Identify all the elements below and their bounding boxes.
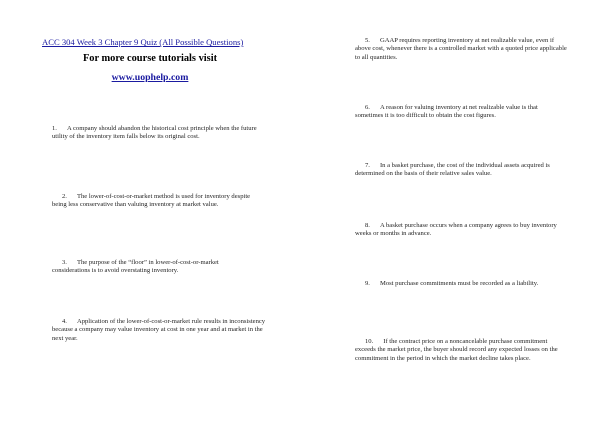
question-number: 5.	[365, 37, 370, 44]
question-3	[52, 259, 257, 276]
question-text: A basket purchase occurs when a company agrees to buy inventory weeks or months in advance.	[355, 222, 557, 238]
question-text: If the contract price on a noncancelable purchase commitment exceeds the market price, the buyer should record any expected losses on the commitment in the period in which the market decline takes place.	[355, 338, 558, 362]
question-number: 10.	[365, 338, 374, 345]
question-number: 6.	[365, 104, 370, 111]
question-7	[355, 162, 567, 179]
question-text: A company should abandon the historical cost principle when the future utility of the inventory item falls below its original cost.	[52, 125, 257, 141]
question-number: 9.	[365, 280, 370, 287]
question-number: 4.	[62, 318, 67, 325]
question-text: A reason for valuing inventory at net realizable value is that sometimes it is too difficult to obtain the cost figures.	[355, 104, 538, 120]
question-text: In a basket purchase, the cost of the individual assets acquired is determined on the basis of their relative sales value.	[355, 162, 550, 178]
document-title-link[interactable]: ACC 304 Week 3 Chapter 9 Quiz (All Possible Questions)	[42, 37, 244, 47]
question-text: The lower-of-cost-or-market method is used for inventory despite being less conservative than valuing inventory at market value.	[52, 193, 251, 209]
question-text: The purpose of the “floor” in lower-of-cost-or-market considerations is to avoid overstating inventory.	[52, 259, 219, 275]
question-number: 1.	[52, 125, 57, 132]
question-text: Most purchase commitments must be recorded as a liability.	[379, 280, 539, 287]
website-link[interactable]: www.uophelp.com	[111, 72, 189, 83]
question-5	[355, 37, 567, 62]
question-text: Application of the lower-of-cost-or-market rule results in inconsistency because a company may value inventory at cost in one year and at market in the next year.	[52, 318, 266, 342]
question-number: 8.	[365, 222, 370, 229]
question-1	[52, 125, 257, 142]
question-10	[355, 338, 567, 363]
question-9	[355, 280, 555, 288]
question-number: 2.	[62, 193, 67, 200]
question-8	[355, 222, 567, 239]
question-2	[52, 193, 262, 210]
question-number: 7.	[365, 162, 370, 169]
question-text: GAAP requires reporting inventory at net realizable value, even if above cost, whenever there is a controlled market with a quoted price applicable to all quantities.	[355, 37, 567, 61]
question-4	[52, 318, 267, 343]
question-number: 3.	[62, 259, 67, 266]
question-6	[355, 104, 567, 121]
tutorials-subtitle: For more course tutorials visit	[82, 53, 218, 64]
